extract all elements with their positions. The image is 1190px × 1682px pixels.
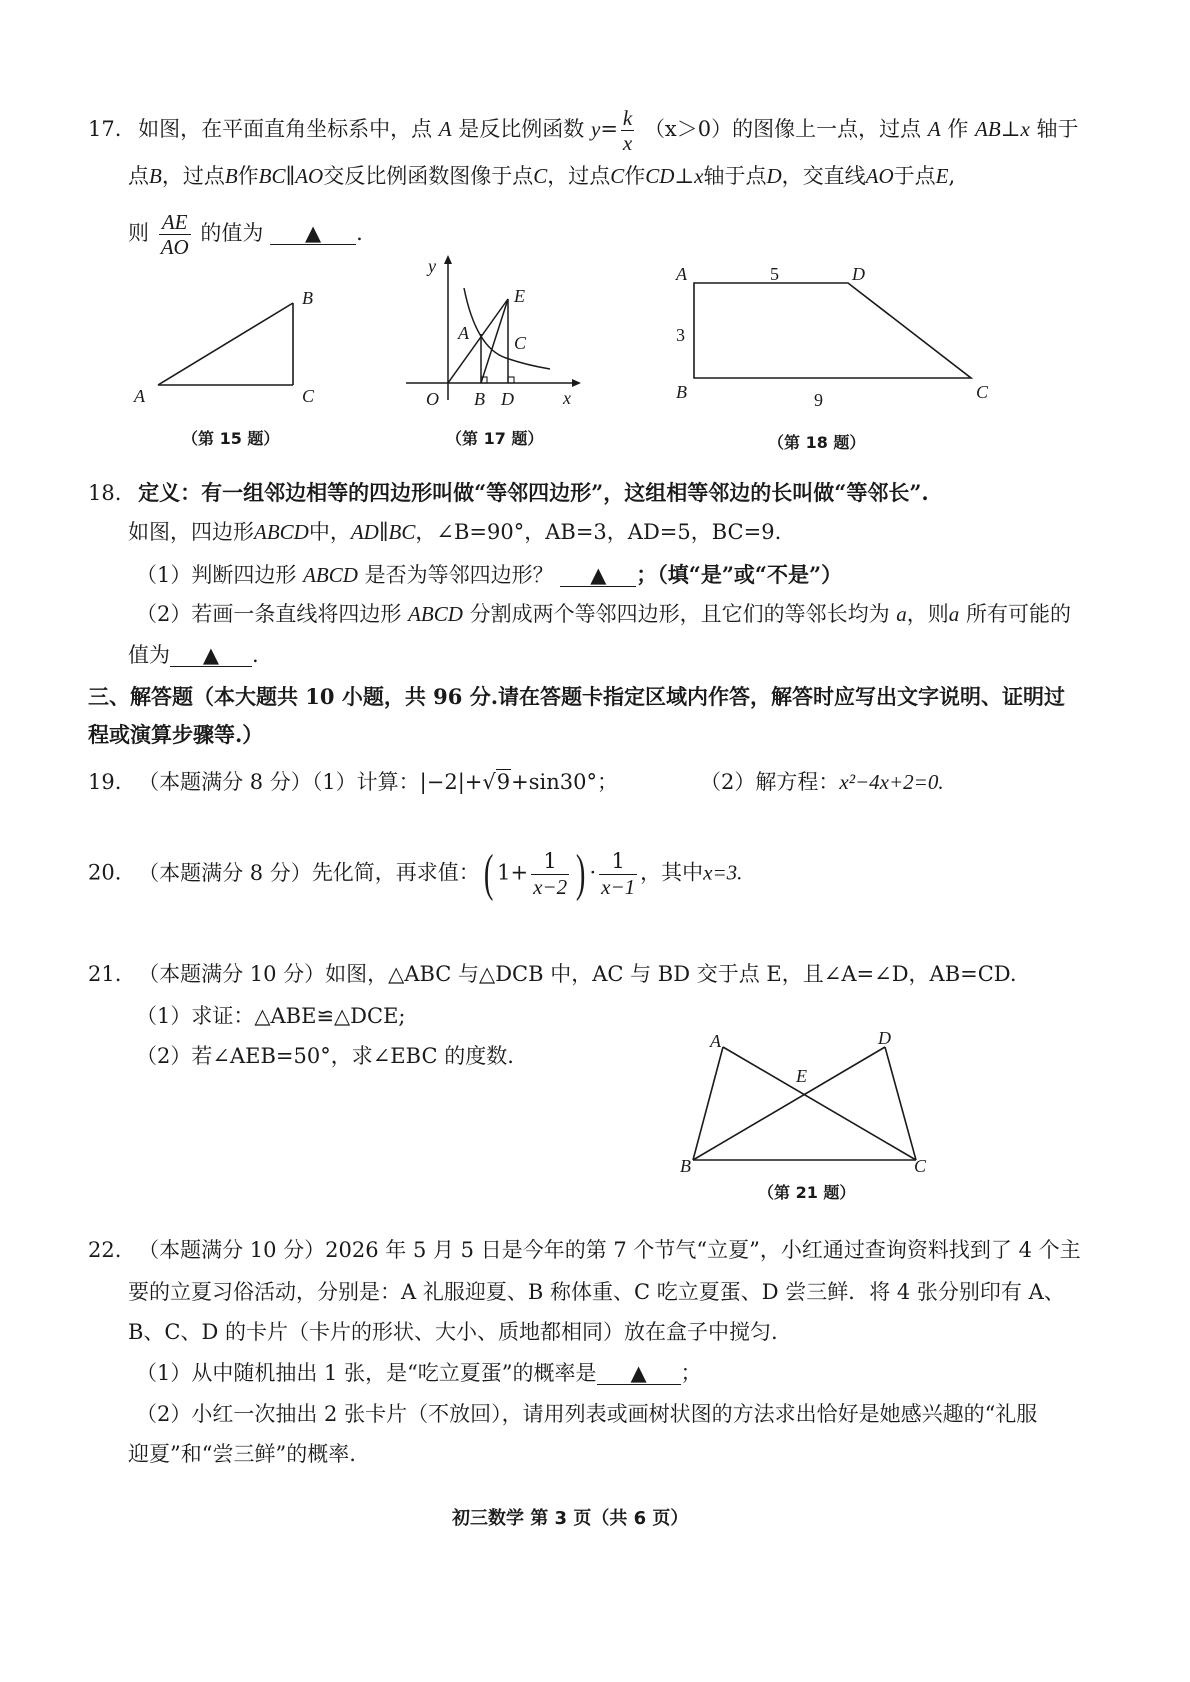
q18-text: ∠B=90°，AB=3，AD=5，BC=9. [436, 520, 782, 544]
q21-part-1: （1）求证：△ABE≌△DCE; [136, 1004, 406, 1028]
fig15-label-c: C [302, 386, 315, 406]
fig18-label-b: B [676, 382, 687, 402]
q19-part1: （1）计算：|−2|+ [311, 770, 483, 794]
q17-text: 轴于点 [703, 164, 767, 188]
fig17-label-c: C [514, 333, 527, 353]
q19-part2 [700, 772, 944, 793]
figure-21 [680, 1022, 950, 1208]
fraction-numerator: k [622, 106, 633, 130]
q21-text: 如图，△ABC 与△DCB 中，AC 与 BD 交于点 E，且∠A=∠D，AB=CD. [325, 962, 1017, 986]
q18-text: 值为 [128, 643, 170, 667]
fig18-trapezoid [694, 283, 971, 378]
q17-text: ，交直线 [781, 164, 866, 188]
q22-line-1 [88, 1240, 1081, 1261]
fig17-axes [406, 255, 581, 400]
fig18-caption: （第 18 题） [768, 433, 866, 452]
right-paren: ) [576, 845, 586, 902]
q17-text: 作 [947, 117, 969, 142]
fraction-denominator: x−1 [601, 874, 636, 899]
q18-text: 所有可能的 [965, 602, 1071, 626]
figure-15 [120, 282, 350, 452]
q18-text: （2）若画一条直线将四边形 [136, 602, 402, 626]
q19-part1-end: +sin30°； [511, 770, 618, 794]
fig17-label-a: A [458, 323, 469, 343]
fig17-label-y: y [428, 256, 436, 276]
fig17-label-o: O [426, 389, 439, 409]
q19-score: （本题满分 8 分） [138, 770, 312, 794]
figure-17 [400, 252, 600, 452]
q18-text: 中， [308, 520, 351, 544]
q17-text: ，过点 [161, 164, 225, 188]
q18-part1-answer-blank[interactable]: ▲ [560, 564, 636, 587]
sqrt-argument: 9 [496, 770, 511, 794]
fig18-length-ad: 5 [770, 264, 779, 284]
q19-number: 19. [88, 770, 122, 794]
fig21-label-a: A [710, 1031, 721, 1051]
q22-text: ； [680, 1361, 702, 1385]
q17-line-3 [128, 210, 363, 259]
q18-text: （1）判断四边形 [136, 563, 297, 587]
fig18-length-ab: 3 [676, 325, 685, 345]
q22-answer-blank[interactable]: ▲ [597, 1362, 681, 1385]
q17-line-1: 17. 如图，在平面直角坐标系中，点 A 是反比例函数 y= $\frac{k}{x}$ （x＞0）的图像上一点，过点 A 作 AB⊥x 轴于 [88, 106, 1079, 156]
q20-score: （本题满分 8 分） [138, 860, 312, 885]
q19-part2-label: （2）解方程： [700, 770, 840, 794]
q18-definition: 定义：有一组邻边相等的四边形叫做“等邻四边形”，这组相等邻边的长叫做“等邻长”. [138, 480, 929, 505]
q17-text: 则 [128, 221, 149, 246]
q18-text: 如图，四边形 [128, 520, 254, 544]
q17-text: 交反比例函数图像于点 [323, 164, 534, 188]
sqrt-expression: √9 [482, 770, 511, 794]
q18-given-line: 如图，四边形ABCD中，AD∥BC，∠B=90°，AB=3，AD=5，BC=9. [128, 520, 782, 544]
q20-fraction-1 [531, 849, 569, 898]
q20-number: 20. [88, 860, 122, 885]
fig18-label-a: A [676, 264, 687, 284]
fig18-label-d: D [852, 264, 865, 284]
fraction-numerator: 1 [599, 849, 637, 874]
fig17-label-e: E [514, 286, 525, 306]
fig21-label-c: C [914, 1156, 927, 1176]
fig21-label-d: D [878, 1028, 891, 1048]
q17-text: （x＞0）的图像上一点，过点 [643, 117, 922, 142]
q17-ratio-fraction [159, 210, 191, 259]
q18-fill-hint: ；（填“是”或“不是”） [636, 562, 843, 587]
q17-text: . [356, 221, 363, 246]
q22-part-2-cont: 迎夏”和“尝三鲜”的概率. [128, 1442, 356, 1466]
q18-text: . [252, 643, 259, 667]
fraction-denominator: x−2 [533, 874, 568, 899]
q17-answer-blank[interactable]: ▲ [270, 222, 356, 245]
q20-condition: x=3. [703, 860, 743, 885]
q17-function-fraction [621, 106, 634, 155]
q22-text: （1）从中随机抽出 1 张，是“吃立夏蛋”的概率是 [136, 1361, 597, 1385]
q22-number: 22. [88, 1238, 122, 1262]
fig17-label-b: B [474, 389, 485, 409]
q18-number: 18. [88, 481, 122, 505]
q18-definition-line [88, 482, 929, 504]
fraction-numerator: 1 [531, 849, 569, 874]
q19-equation: x²−4x+2=0. [839, 770, 944, 794]
q18-part-1: （1）判断四边形 ABCD 是否为等邻四边形？ ▲ ；（填“是”或“不是”） [136, 562, 843, 587]
fig18-label-c: C [976, 382, 989, 402]
q17-text: 点 [128, 164, 149, 188]
fraction-numerator: AE [159, 210, 191, 235]
fig18-length-bc: 9 [814, 390, 823, 410]
q22-line-2: 要的立夏习俗活动，分别是：A 礼服迎夏、B 称体重、C 吃立夏蛋、D 尝三鲜．将 4 张分别印有 A、 [128, 1280, 1065, 1304]
q17-text: 作 [624, 164, 646, 188]
q17-text: 是反比例函数 [458, 117, 585, 142]
q22-line-3: B、C、D 的卡片（卡片的形状、大小、质地都相同）放在盒子中搅匀. [128, 1320, 778, 1344]
q17-text: 于点 [893, 164, 936, 188]
q21-score: （本题满分 10 分） [138, 962, 326, 986]
q21-line [88, 964, 1017, 985]
section-3-heading-cont: 程或演算步骤等.） [88, 722, 264, 747]
fig15-caption: （第 15 题） [182, 429, 280, 448]
fig15-label-b: B [302, 288, 313, 308]
q17-text: 如图，在平面直角坐标系中，点 [138, 117, 433, 142]
figure-18 [668, 258, 1008, 454]
fig21-label-e: E [796, 1066, 807, 1086]
q20-fraction-2 [599, 849, 637, 898]
fig21-caption: （第 21 题） [758, 1183, 856, 1202]
q18-text: 分割成两个等邻四边形，且它们的等邻长均为 [469, 602, 890, 626]
q20-text: ，其中 [640, 860, 704, 885]
q21-part-2: （2）若∠AEB=50°，求∠EBC 的度数. [136, 1044, 514, 1068]
q22-part-1 [136, 1362, 702, 1385]
q18-text: ，则 [906, 602, 949, 626]
fig17-label-d: D [501, 389, 514, 409]
fraction-denominator: AO [160, 235, 189, 260]
q20-line: 20. （本题满分 8 分）先化简，再求值：( 1+ $\frac{1}{x-2}$ ) · $\frac{1}{x-1}$ ，其中x=3. [88, 845, 743, 902]
q18-part2-answer-blank[interactable]: ▲ [170, 644, 252, 667]
fig17-label-x: x [563, 388, 571, 408]
fig21-label-b: B [680, 1156, 691, 1176]
left-paren: ( [483, 845, 494, 902]
fig15-label-a: A [134, 386, 145, 406]
q22-text: （本题满分 10 分）2026 年 5 月 5 日是今年的第 7 个节气“立夏”，小红通过查询资料找到了 4 个主 [138, 1238, 1081, 1262]
q18-part-2: （2）若画一条直线将四边形 ABCD 分割成两个等邻四边形，且它们的等邻长均为 a，则a 所有可能的 [136, 602, 1071, 626]
fig17-caption: （第 17 题） [446, 429, 544, 448]
q19-line [88, 772, 618, 793]
q20-one-plus: 1+ [497, 860, 529, 885]
q17-line-2: 点B，过点B作BC∥AO交反比例函数图像于点C，过点C作CD⊥x轴于点D，交直线AO于点E, [128, 164, 956, 188]
q18-part-2-cont [128, 644, 259, 667]
section-3-heading: 三、解答题（本大题共 10 小题，共 96 分.请在答题卡指定区域内作答，解答时应写出文字说明、证明过 [88, 684, 1065, 709]
q18-text: 是否为等邻四边形？ [364, 563, 554, 587]
page-footer: 初三数学 第 3 页（共 6 页） [452, 1508, 689, 1529]
q22-part-2: （2）小红一次抽出 2 张卡片（不放回），请用列表或画树状图的方法求出恰好是她感兴趣的“礼服 [136, 1402, 1038, 1426]
q17-text: 的值为 [200, 221, 264, 246]
q17-number: 17. [88, 117, 122, 142]
fig21-lines [693, 1047, 916, 1160]
q17-text: ，过点 [547, 164, 611, 188]
fig15-triangle [158, 303, 293, 385]
q17-text: 轴于 [1036, 117, 1079, 142]
q20-text: 先化简，再求值： [311, 860, 480, 885]
q21-number: 21. [88, 962, 122, 986]
q17-text: 作 [237, 164, 259, 188]
fraction-denominator: x [622, 131, 633, 156]
